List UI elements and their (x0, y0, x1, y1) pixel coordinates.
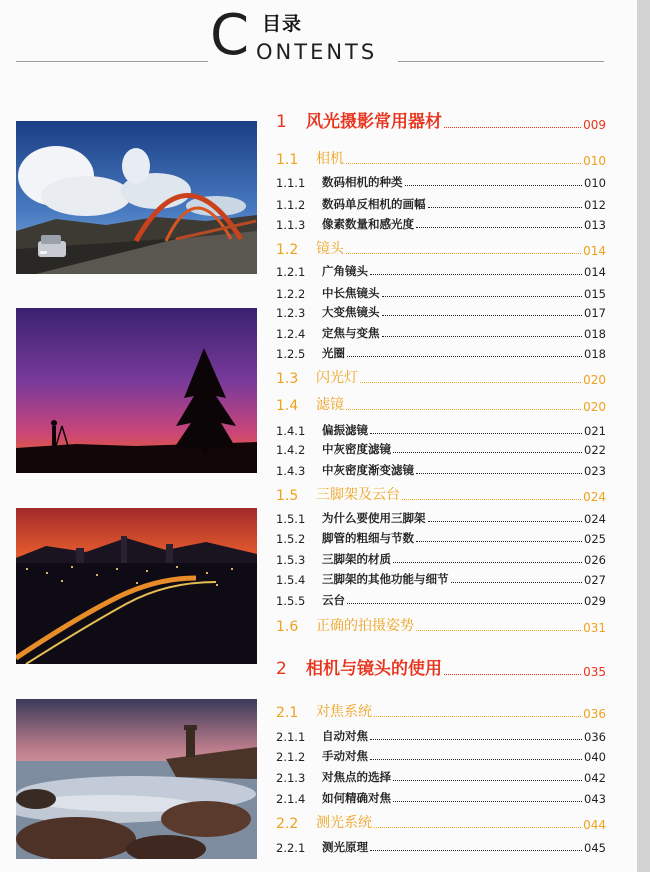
toc-entry-sub[interactable] (276, 530, 606, 546)
toc-title: 手动对焦 (322, 749, 368, 763)
toc-number: 2.2 (276, 816, 299, 832)
toc-entry-sub[interactable] (276, 441, 606, 457)
toc-entry-sub[interactable] (276, 839, 606, 855)
toc-dot-leader (370, 274, 582, 275)
toc-number: 1.5.4 (276, 573, 306, 587)
toc-page-number: 017 (584, 306, 606, 320)
header-rule-left (16, 61, 208, 62)
toc-entry-sub[interactable] (276, 325, 606, 341)
toc-title: 滤镜 (316, 397, 344, 413)
toc-entry-sub[interactable] (276, 769, 606, 785)
header-rule-right (398, 61, 604, 62)
toc-dot-leader (444, 127, 581, 128)
toc-page-number: 036 (584, 730, 606, 744)
toc-title: 自动对焦 (322, 729, 368, 743)
toc-number: 2.1.3 (276, 771, 306, 785)
toc-page-number: 010 (584, 176, 606, 190)
toc-page-number: 012 (584, 198, 606, 212)
toc-dot-leader (347, 356, 582, 357)
toc-number: 1.2.1 (276, 265, 306, 279)
toc-entry-sec[interactable] (276, 369, 606, 387)
toc-entry-sec[interactable] (276, 486, 606, 504)
toc-page-number: 018 (584, 347, 606, 361)
header-title-en: ONTENTS (256, 40, 378, 64)
toc-entry-sub[interactable] (276, 728, 606, 744)
toc-number: 1.4.3 (276, 464, 306, 478)
toc-entry-sec[interactable] (276, 396, 606, 414)
toc-title: 三脚架及云台 (316, 487, 400, 503)
toc-entry-sec[interactable] (276, 240, 606, 258)
toc-title: 相机 (316, 151, 344, 167)
toc-number: 2 (276, 659, 287, 679)
city-night-highway-photo (16, 508, 257, 664)
toc-dot-leader (393, 562, 582, 563)
toc-number: 2.1 (276, 705, 299, 721)
toc-dot-leader (416, 473, 582, 474)
toc-dot-leader (360, 382, 581, 383)
toc-number: 1.1.1 (276, 176, 306, 190)
toc-page-number: 040 (584, 750, 606, 764)
right-edge-bar (637, 0, 650, 872)
toc-number: 1.1 (276, 152, 299, 168)
toc-title: 脚管的粗细与节数 (322, 531, 414, 545)
toc-number: 1 (276, 112, 287, 132)
toc-title: 偏振滤镜 (322, 423, 368, 437)
toc-page-number: 014 (583, 244, 606, 258)
toc-entry-sub[interactable] (276, 285, 606, 301)
toc-entry-sub[interactable] (276, 790, 606, 806)
toc-title: 定焦与变焦 (322, 326, 380, 340)
toc-entry-sec[interactable] (276, 617, 606, 635)
toc-dot-leader (416, 541, 582, 542)
toc-title: 风光摄影常用器材 (306, 112, 442, 132)
toc-title: 数码单反相机的画幅 (322, 197, 426, 211)
toc-number: 1.3 (276, 371, 299, 387)
toc-title: 对焦点的选择 (322, 770, 391, 784)
toc-entry-sub[interactable] (276, 216, 606, 232)
toc-page-number: 020 (583, 373, 606, 387)
toc-page-number: 024 (583, 490, 606, 504)
toc-number: 1.5 (276, 488, 299, 504)
toc-number: 1.2.2 (276, 287, 306, 301)
toc-dot-leader (428, 207, 583, 208)
toc-title: 云台 (322, 593, 345, 607)
toc-number: 1.5.5 (276, 594, 306, 608)
toc-title: 三脚架的材质 (322, 552, 391, 566)
toc-dot-leader (393, 452, 582, 453)
toc-title: 大变焦镜头 (322, 305, 380, 319)
toc-dot-leader (416, 227, 582, 228)
toc-page-number: 025 (584, 532, 606, 546)
lighthouse-seascape-photo (16, 699, 257, 859)
toc-dot-leader (346, 409, 581, 410)
toc-dot-leader (451, 582, 583, 583)
toc-number: 1.5.2 (276, 532, 306, 546)
toc-number: 2.2.1 (276, 841, 306, 855)
toc-dot-leader (405, 185, 583, 186)
toc-dot-leader (428, 521, 583, 522)
toc-entry-sub[interactable] (276, 263, 606, 279)
toc-dot-leader (393, 780, 582, 781)
toc-number: 1.4.2 (276, 443, 306, 457)
toc-entry-sub[interactable] (276, 551, 606, 567)
toc-number: 1.2.3 (276, 306, 306, 320)
toc-page-number: 026 (584, 553, 606, 567)
toc-page-number: 029 (584, 594, 606, 608)
toc-page-number: 044 (583, 818, 606, 832)
toc-number: 1.6 (276, 619, 299, 635)
toc-number: 1.4 (276, 398, 299, 414)
toc-page-number: 024 (584, 512, 606, 526)
toc-page-number: 020 (583, 400, 606, 414)
toc-title: 中灰密度滤镜 (322, 442, 391, 456)
toc-number: 1.4.1 (276, 424, 306, 438)
toc-page-number: 015 (584, 287, 606, 301)
bridge-road-sky-photo (16, 121, 257, 274)
toc-entry-sub[interactable] (276, 422, 606, 438)
toc-number: 2.1.2 (276, 750, 306, 764)
toc-title: 中长焦镜头 (322, 286, 380, 300)
toc-dot-leader (444, 674, 581, 675)
toc-dot-leader (370, 759, 582, 760)
toc-page-number: 014 (584, 265, 606, 279)
toc-title: 三脚架的其他功能与细节 (322, 572, 449, 586)
toc-title: 测光系统 (316, 815, 372, 831)
toc-dot-leader (382, 315, 583, 316)
header-big-letter: C (210, 3, 250, 68)
toc-page-number: 009 (583, 118, 606, 132)
toc-title: 为什么要使用三脚架 (322, 511, 426, 525)
toc-entry-sub[interactable] (276, 345, 606, 361)
toc-dot-leader (370, 433, 582, 434)
toc-number: 2.1.1 (276, 730, 306, 744)
toc-dot-leader (382, 296, 583, 297)
toc-dot-leader (346, 163, 581, 164)
toc-page-number: 018 (584, 327, 606, 341)
toc-entry-sec[interactable] (276, 703, 606, 721)
toc-dot-leader (374, 827, 581, 828)
toc-title: 如何精确对焦 (322, 791, 391, 805)
toc-entry-chap[interactable] (276, 110, 606, 132)
toc-dot-leader (347, 603, 582, 604)
toc-title: 闪光灯 (316, 370, 358, 386)
toc-title: 数码相机的种类 (322, 175, 403, 189)
toc-page-number: 013 (584, 218, 606, 232)
toc-dot-leader (370, 850, 582, 851)
toc-page-number: 035 (583, 665, 606, 679)
toc-page-number: 045 (584, 841, 606, 855)
toc-dot-leader (416, 630, 581, 631)
toc-entry-sec[interactable] (276, 150, 606, 168)
toc-title: 测光原理 (322, 840, 368, 854)
toc-entry-sub[interactable] (276, 462, 606, 478)
toc-page-number: 021 (584, 424, 606, 438)
toc-title: 相机与镜头的使用 (306, 659, 442, 679)
toc-dot-leader (346, 253, 581, 254)
toc-number: 2.1.4 (276, 792, 306, 806)
toc-title: 对焦系统 (316, 704, 372, 720)
toc-page-number: 023 (584, 464, 606, 478)
header-title-cn: 目录 (262, 13, 303, 35)
toc-title: 广角镜头 (322, 264, 368, 278)
toc-number: 1.5.3 (276, 553, 306, 567)
toc-dot-leader (370, 739, 582, 740)
toc-page-number: 010 (583, 154, 606, 168)
toc-entry-chap[interactable] (276, 657, 606, 679)
toc-dot-leader (382, 336, 583, 337)
toc-dot-leader (393, 801, 582, 802)
toc-title: 正确的拍摄姿势 (316, 618, 414, 634)
toc-entry-sec[interactable] (276, 814, 606, 832)
toc-entry-sub[interactable] (276, 304, 606, 320)
toc-page-number: 043 (584, 792, 606, 806)
toc-number: 1.5.1 (276, 512, 306, 526)
toc-entry-sub[interactable] (276, 592, 606, 608)
toc-number: 1.1.3 (276, 218, 306, 232)
toc-entry-sub[interactable] (276, 571, 606, 587)
toc-entry-sub[interactable] (276, 748, 606, 764)
toc-title: 中灰密度渐变滤镜 (322, 463, 414, 477)
toc-dot-leader (402, 499, 581, 500)
toc-page-number: 027 (584, 573, 606, 587)
toc-entry-sub[interactable] (276, 510, 606, 526)
toc-entry-sub[interactable] (276, 174, 606, 190)
toc-page-number: 036 (583, 707, 606, 721)
toc-number: 1.1.2 (276, 198, 306, 212)
toc-page-number: 022 (584, 443, 606, 457)
toc-title: 镜头 (316, 241, 344, 257)
tree-silhouette-sunset-photo (16, 308, 257, 473)
toc-entry-sub[interactable] (276, 196, 606, 212)
toc-title: 像素数量和感光度 (322, 217, 414, 231)
toc-page-number: 031 (583, 621, 606, 635)
toc-title: 光圈 (322, 346, 345, 360)
toc-number: 1.2.4 (276, 327, 306, 341)
toc-page-number: 042 (584, 771, 606, 785)
toc-number: 1.2.5 (276, 347, 306, 361)
toc-dot-leader (374, 716, 581, 717)
toc-number: 1.2 (276, 242, 299, 258)
